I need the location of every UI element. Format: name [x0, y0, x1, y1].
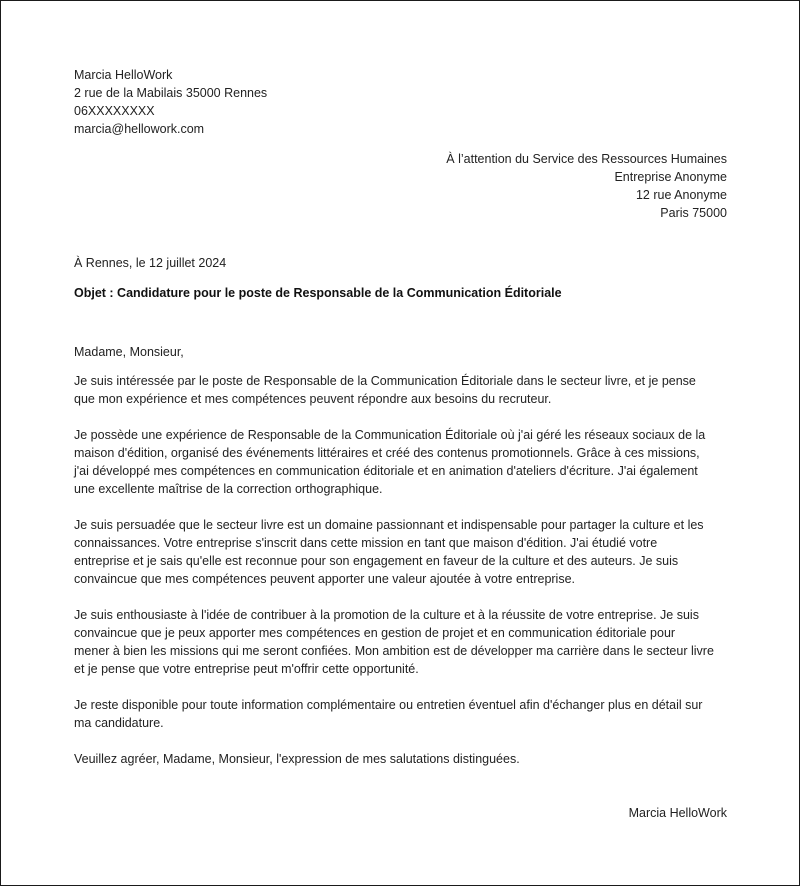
paragraph-line: maison d'édition, organisé des événements littéraires et créé des contenus promotionnels. Grâce à ces missions, — [74, 446, 700, 460]
paragraph-line: une excellente maîtrise de la correction orthographique. — [74, 482, 383, 496]
sender-email: marcia@hellowork.com — [74, 122, 205, 136]
letter-subject: Objet : Candidature pour le poste de Responsable de la Communication Éditoriale — [74, 286, 562, 300]
recipient-block — [227, 150, 727, 222]
signature: Marcia HelloWork — [628, 806, 727, 820]
paragraph-1 — [74, 372, 730, 408]
paragraph-3 — [74, 516, 730, 588]
recipient-city: Paris 75000 — [660, 206, 727, 220]
paragraph-line: convaincue que je peux apporter mes compétences en gestion de projet et en communication éditoriale pour — [74, 626, 676, 640]
paragraph-line: Je suis persuadée que le secteur livre est un domaine passionnant et indispensable pour partager la culture et les — [74, 518, 704, 532]
paragraph-4 — [74, 606, 730, 678]
paragraph-line: Je suis intéressée par le poste de Responsable de la Communication Éditoriale dans le secteur livre, et je pense — [74, 374, 696, 388]
sender-name: Marcia HelloWork — [74, 68, 173, 82]
paragraph-line: j'ai développé mes compétences en communication éditoriale et en animation d'ateliers d'écriture. J'ai également — [74, 464, 698, 478]
sender-block — [74, 66, 730, 138]
recipient-company: Entreprise Anonyme — [614, 170, 727, 184]
paragraph-5 — [74, 696, 730, 732]
paragraph-line: Je suis enthousiaste à l'idée de contribuer à la promotion de la culture et à la réussite de votre entreprise. Je suis — [74, 608, 699, 622]
salutation: Madame, Monsieur, — [74, 345, 184, 359]
recipient-attention: À l’attention du Service des Ressources Humaines — [446, 152, 727, 166]
paragraph-line: et je pense que votre entreprise peut m'offrir cette opportunité. — [74, 662, 419, 676]
paragraph-line: convaincue que mes compétences peuvent apporter une valeur ajoutée à votre entreprise. — [74, 572, 576, 586]
place-date: À Rennes, le 12 juillet 2024 — [74, 256, 227, 270]
paragraph-line: que mon expérience et mes compétences peuvent répondre aux besoins du recruteur. — [74, 392, 552, 406]
paragraph-line: connaissances. Votre entreprise s'inscrit dans cette mission en tant que maison d'édition. J'ai étudié votre — [74, 536, 658, 550]
paragraph-line: Je possède une expérience de Responsable de la Communication Éditoriale où j'ai géré les réseaux sociaux de la — [74, 428, 706, 442]
paragraph-line: entreprise et je sais qu'elle est reconnue pour son engagement en faveur de la culture et des auteurs. Je suis — [74, 554, 679, 568]
paragraph-line: ma candidature. — [74, 716, 164, 730]
paragraph-2 — [74, 426, 730, 498]
closing-formula: Veuillez agréer, Madame, Monsieur, l'expression de mes salutations distinguées. — [74, 752, 520, 766]
paragraph-line: mener à bien les missions qui me seront confiées. Mon ambition est de développer ma carrière dans le secteur livre — [74, 644, 714, 658]
paragraph-line: Je reste disponible pour toute information complémentaire ou entretien éventuel afin d'échanger plus en détail sur — [74, 698, 703, 712]
sender-phone: 06XXXXXXXX — [74, 104, 155, 118]
recipient-street: 12 rue Anonyme — [635, 188, 727, 202]
sender-address: 2 rue de la Mabilais 35000 Rennes — [74, 86, 268, 100]
